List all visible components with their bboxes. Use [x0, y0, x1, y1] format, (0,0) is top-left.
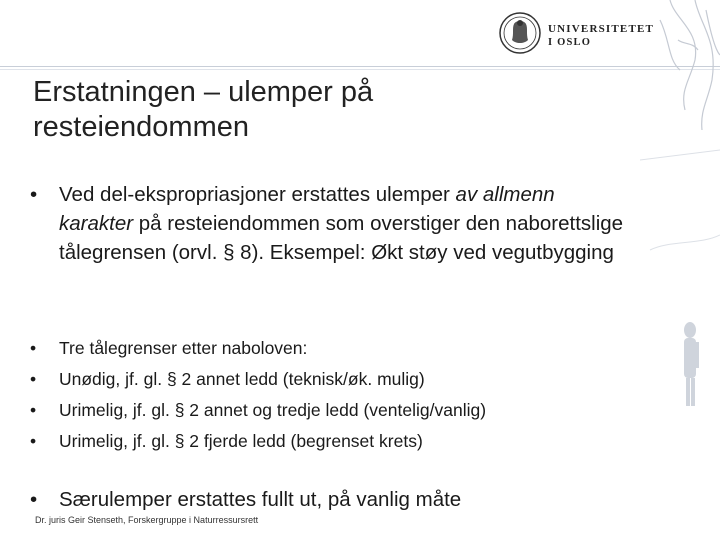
slide-footer: Dr. juris Geir Stenseth, Forskergruppe i Naturressursrett [35, 515, 259, 525]
logo-text-line2: I OSLO [548, 37, 592, 48]
bullet-marker: • [30, 488, 38, 511]
main-bullet-text-start: Ved del-ekspropriasjoner erstattes ulemper [59, 183, 456, 206]
decorative-rule-top-thin [0, 69, 720, 70]
list-item [30, 395, 590, 426]
slide-title-line1: Erstatningen – ulemper på [33, 76, 374, 108]
main-bullet-item [30, 180, 630, 267]
list-item-text: Unødig, jf. gl. § 2 annet ledd (teknisk/øk. mulig) [59, 369, 425, 389]
main-bullet-text-end: på resteiendommen som overstiger den naborettslige tålegrensen (orvl. § 8). Eksempel: Økt støy ved vegutbygging [59, 212, 624, 264]
bullet-marker: • [30, 369, 37, 389]
list-item-text: Urimelig, jf. gl. § 2 fjerde ledd (begrenset krets) [59, 431, 423, 451]
bullet-marker: • [30, 431, 37, 451]
list-item [30, 364, 590, 395]
tolerance-limits-list [30, 333, 590, 457]
university-seal-icon [498, 10, 542, 56]
statue-decoration-icon [640, 0, 720, 540]
logo-text-line1: UNIVERSITETET [548, 23, 655, 35]
list-item-text: Tre tålegrenser etter naboloven: [59, 338, 308, 358]
list-item [30, 426, 590, 457]
slide-title-line2: resteiendommen [33, 111, 249, 143]
bullet-marker: • [30, 338, 37, 358]
final-bullet-text: Særulemper erstattes fullt ut, på vanlig måte [59, 488, 462, 511]
final-bullet-list [30, 485, 630, 514]
main-bullet-list [30, 180, 630, 267]
final-bullet-item [30, 485, 630, 514]
slide-title [33, 75, 593, 145]
list-item [30, 333, 590, 364]
decorative-rule-top [0, 66, 720, 67]
bullet-marker: • [30, 183, 38, 206]
list-item-text: Urimelig, jf. gl. § 2 annet og tredje ledd (ventelig/vanlig) [59, 400, 487, 420]
main-bullet-text-italic: av allmenn karakter [59, 183, 555, 235]
university-logo [498, 10, 655, 58]
bullet-marker: • [30, 400, 37, 420]
